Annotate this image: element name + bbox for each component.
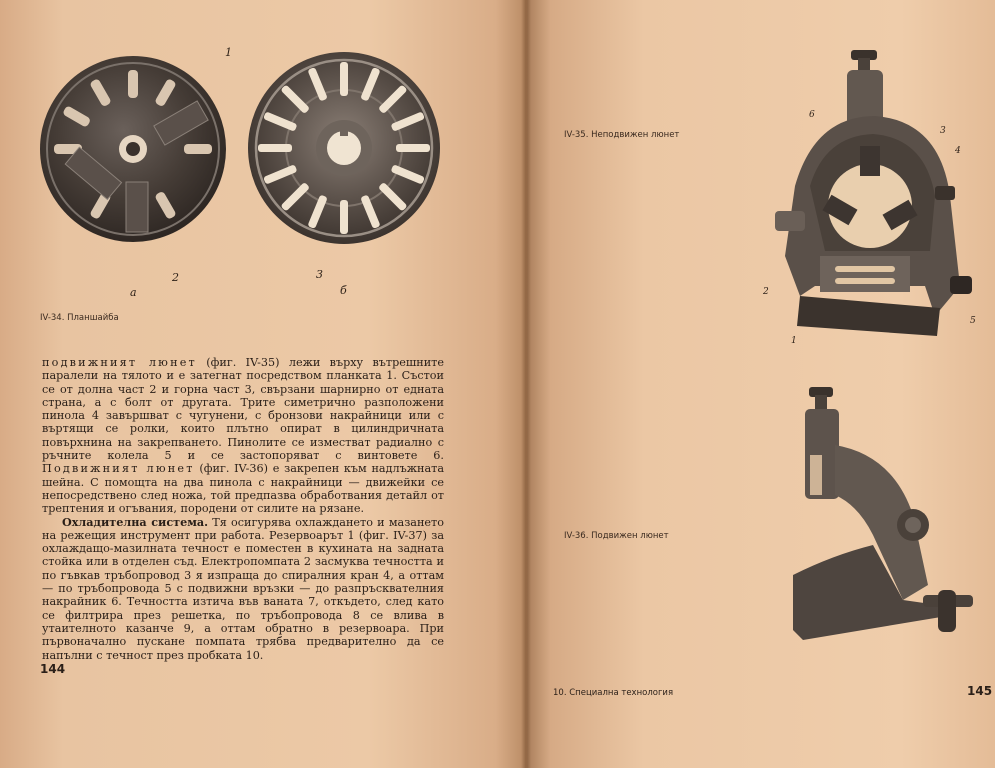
fixed-steady-rest-image [755, 46, 979, 346]
right-page [527, 0, 995, 768]
figure-caption-iv34: IV-34. Планшайба [40, 313, 119, 323]
callout-35-6: 6 [809, 110, 815, 120]
figure-faceplate-b [243, 48, 445, 248]
callout-1: 1 [225, 46, 232, 59]
callout-35-1: 1 [791, 336, 797, 346]
figure-caption-iv36: IV-36. Подвижен люнет [564, 531, 669, 541]
follow-rest-image [763, 385, 983, 647]
paragraph-cooling: Охладителна система. Тя осигурява охлаждането и мазането на режещия инструмент при работа. Резервоарът 1 (фиг. IV-37) за охлаждащо-мазилната течност е поместен в кухината на задната стойка или в отделен съд. Електропомпата 2 засмуква течността и по гъвкав тръбопровод 3 я изпраща до спиралния кран 4, а оттам — по тръбопровода 5 с подвижни връзки — до разпръсквателния накрайник 6. Течността изтича във ваната 7, откъдето, след като се филтрира през решетка, по тръбопровода 8 се влива в утаителното казанче 9, а оттам обратно в резервоара. При първоначално пускане помпата трябва предварително да се напълни с течност през пробката 10. [42, 514, 444, 662]
lead-term-2: Подвижният люнет [42, 462, 195, 476]
figure-faceplate-a [36, 52, 231, 247]
callout-35-5: 5 [970, 316, 976, 326]
callout-2: 2 [172, 271, 179, 284]
section-heading-cooling: Охладителна система. [62, 514, 209, 529]
sub-label-b: б [340, 284, 347, 297]
book-gutter [521, 0, 531, 768]
callout-3: 3 [316, 268, 323, 281]
figure-fixed-steady-rest [755, 46, 979, 346]
figure-follow-rest [763, 385, 983, 647]
page-number-right: 145 [967, 684, 993, 698]
callout-35-4: 4 [955, 146, 961, 156]
lead-term: подвижният люнет [42, 356, 197, 369]
callout-35-3: 3 [940, 126, 946, 136]
callout-35-2: 2 [763, 287, 769, 297]
paragraph-steady-rest: подвижният люнет (фиг. IV-35) лежи върху вътрешните паралели на тялото и е затегнат посредством планката 1. Състои се от долна част 2 и горна част 3, свързани шарнирно от едната страна, а с болт от другата. Трите симетрично разположени пинола 4 завършват с чугунени, с бронзови накрайници или с въртящи се ролки, които плътно опират в цилиндричната повърхнина на закрепването. Пинолите се изместват радиално с ръчните колела 5 и се застопоряват с винтовете 6. Подвижният люнет (фиг. IV-36) е закрепен към надлъжната шейна. С помощта на два пинола с накрайници — движейки се непосредствено след ножа, той предпазва обработвания детайл от трептения и огъвания, породени от силите на рязане. [42, 356, 444, 516]
running-footer: 10. Специална технология [553, 688, 674, 698]
figure-caption-iv35: IV-35. Неподвижен люнет [564, 130, 680, 140]
page-number-left: 144 [40, 662, 66, 676]
sub-label-a: а [130, 286, 137, 299]
body-text [42, 356, 444, 662]
faceplate-image-b [243, 48, 445, 248]
faceplate-image-a [36, 52, 231, 247]
